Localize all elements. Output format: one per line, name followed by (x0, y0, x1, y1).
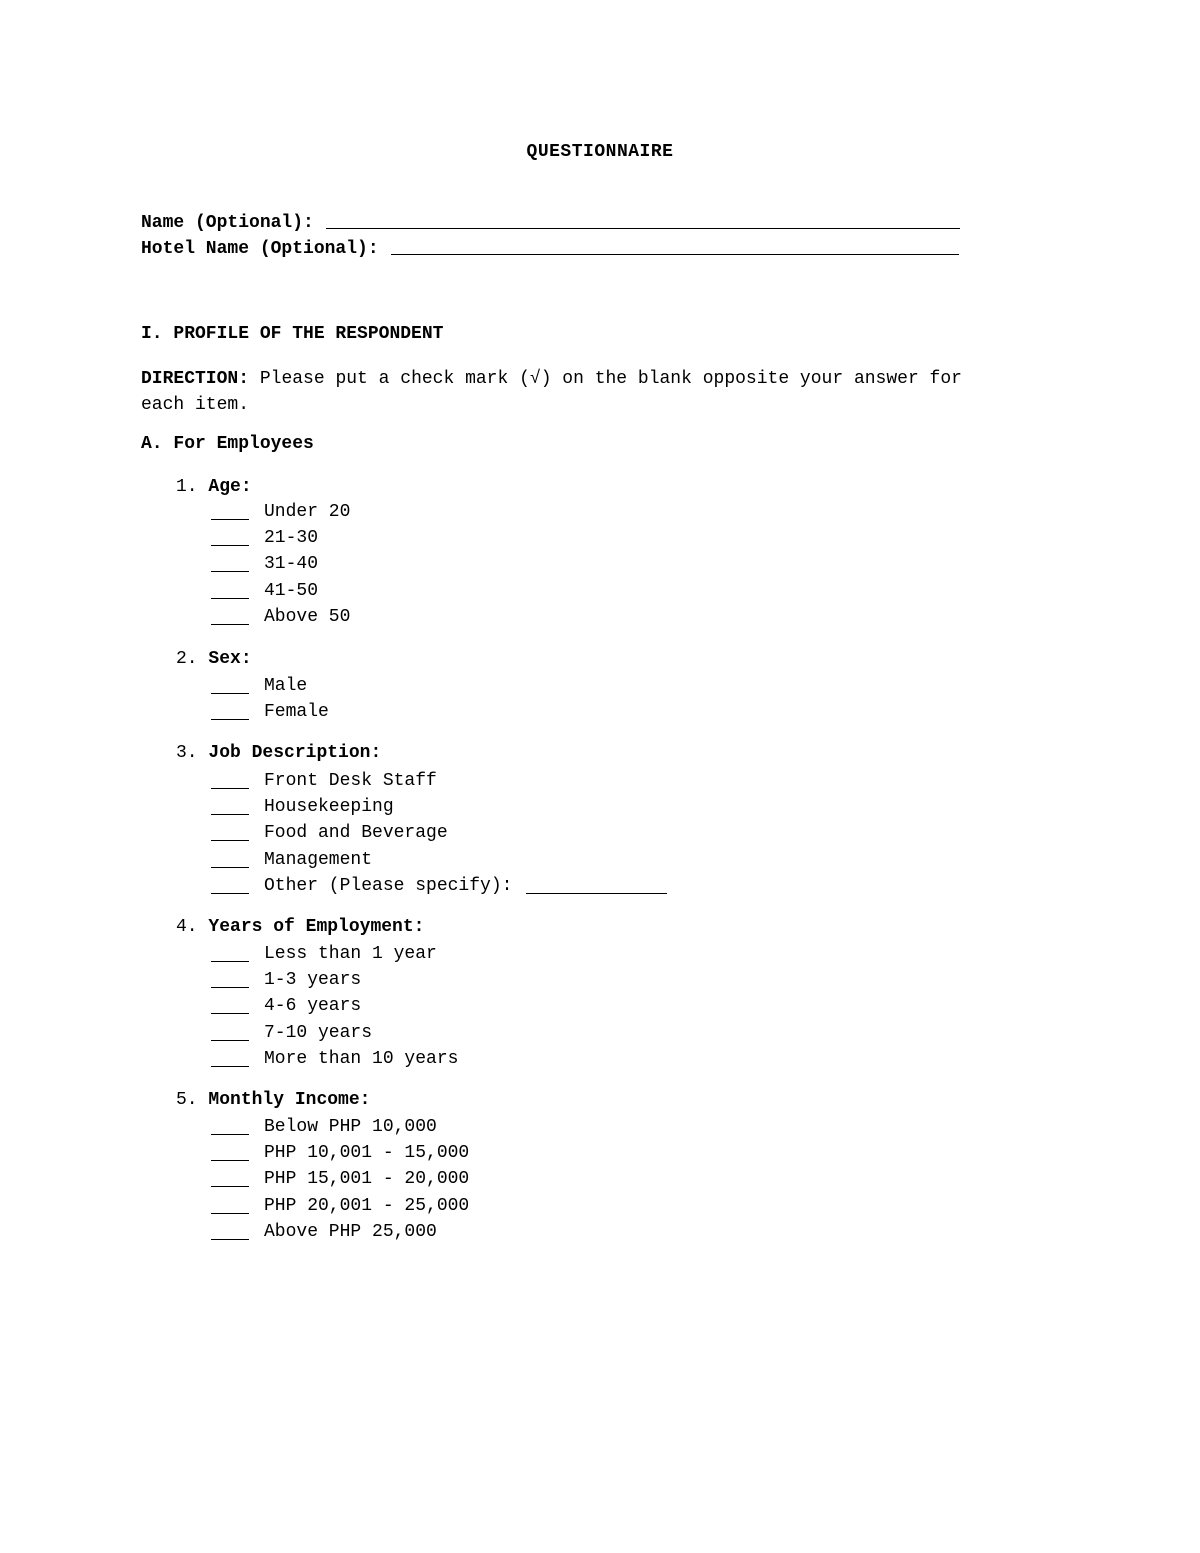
option-row (211, 673, 329, 699)
question-job-description (176, 743, 381, 763)
option-label: 41-50 (264, 580, 319, 601)
sex-options (211, 673, 329, 725)
specify-blank[interactable] (526, 892, 667, 894)
check-blank[interactable] (211, 623, 249, 625)
option-row (211, 578, 350, 604)
direction-body: Please put a check mark (√) on the blank opposite your answer for each item. (141, 369, 962, 415)
check-blank[interactable] (211, 692, 249, 694)
option-row (211, 1140, 469, 1166)
question-number: 1. (176, 477, 198, 497)
question-label: Monthly Income: (208, 1090, 371, 1110)
question-number: 3. (176, 743, 198, 763)
option-row (211, 604, 350, 630)
option-row (211, 499, 350, 525)
question-label: Sex: (208, 649, 252, 669)
option-label: Less than 1 year (264, 944, 437, 964)
check-blank[interactable] (211, 813, 249, 815)
option-row (211, 1020, 458, 1046)
option-label: Housekeeping (264, 797, 394, 818)
option-row (211, 847, 667, 873)
name-field-row (141, 213, 960, 233)
option-row (211, 941, 458, 967)
question-label: Job Description: (208, 743, 382, 763)
question-number: 5. (176, 1090, 198, 1110)
check-blank[interactable] (211, 866, 249, 868)
job-description-options (211, 768, 667, 899)
option-row (211, 873, 667, 899)
option-label: Female (264, 702, 329, 723)
option-row (211, 1166, 469, 1192)
years-of-employment-options (211, 941, 458, 1072)
option-label: Front Desk Staff (264, 771, 437, 791)
option-row (211, 1114, 469, 1140)
check-blank[interactable] (211, 718, 249, 720)
name-field-blank[interactable] (326, 227, 960, 229)
check-blank[interactable] (211, 839, 249, 841)
option-label: Above PHP 25,000 (264, 1221, 437, 1242)
option-row (211, 699, 329, 725)
option-label: Under 20 (264, 502, 351, 522)
check-blank[interactable] (211, 892, 249, 894)
subsection-heading: A. For Employees (141, 434, 314, 454)
check-blank[interactable] (211, 1012, 249, 1014)
section-heading: I. PROFILE OF THE RESPONDENT (141, 324, 444, 344)
check-blank[interactable] (211, 1185, 249, 1187)
direction-label: DIRECTION: (141, 369, 250, 389)
option-label: 1-3 years (264, 970, 362, 991)
option-label: Other (Please specify): (264, 875, 513, 896)
hotel-name-field-label: Hotel Name (Optional): (141, 239, 379, 259)
monthly-income-options (211, 1114, 469, 1245)
question-monthly-income (176, 1090, 370, 1110)
check-blank[interactable] (211, 1065, 249, 1067)
option-row (211, 768, 667, 794)
option-row (211, 993, 458, 1019)
option-label: Male (264, 676, 308, 696)
question-age (176, 477, 252, 497)
option-label: Management (264, 849, 373, 870)
age-options (211, 499, 350, 630)
option-label: 21-30 (264, 528, 319, 549)
check-blank[interactable] (211, 518, 249, 520)
check-blank[interactable] (211, 787, 249, 789)
option-row (211, 967, 458, 993)
option-row (211, 525, 350, 551)
question-number: 4. (176, 917, 198, 937)
option-label: Food and Beverage (264, 823, 448, 844)
option-row (211, 1046, 458, 1072)
option-label: PHP 20,001 - 25,000 (264, 1195, 470, 1216)
question-years-of-employment (176, 917, 424, 937)
option-row (211, 1193, 469, 1219)
check-blank[interactable] (211, 544, 249, 546)
question-label: Age: (208, 477, 252, 497)
option-label: 4-6 years (264, 996, 362, 1017)
option-row (211, 1219, 469, 1245)
check-blank[interactable] (211, 1212, 249, 1214)
option-label: 31-40 (264, 554, 319, 575)
option-label: Below PHP 10,000 (264, 1117, 437, 1137)
check-blank[interactable] (211, 986, 249, 988)
name-field-label: Name (Optional): (141, 213, 314, 233)
question-sex (176, 649, 252, 669)
question-label: Years of Employment: (208, 917, 425, 937)
check-blank[interactable] (211, 960, 249, 962)
check-blank[interactable] (211, 1039, 249, 1041)
question-number: 2. (176, 649, 198, 669)
check-blank[interactable] (211, 570, 249, 572)
check-blank[interactable] (211, 1238, 249, 1240)
option-row (211, 820, 667, 846)
hotel-name-field-row (141, 239, 959, 259)
check-blank[interactable] (211, 1159, 249, 1161)
hotel-name-field-blank[interactable] (391, 253, 959, 255)
check-blank[interactable] (211, 597, 249, 599)
page-title: QUESTIONNAIRE (526, 142, 674, 162)
option-label: PHP 15,001 - 20,000 (264, 1169, 470, 1190)
option-row (211, 794, 667, 820)
check-blank[interactable] (211, 1133, 249, 1135)
direction-text (141, 366, 1011, 418)
option-label: More than 10 years (264, 1048, 459, 1069)
option-label: PHP 10,001 - 15,000 (264, 1143, 470, 1164)
option-row (211, 551, 350, 577)
option-label: 7-10 years (264, 1022, 373, 1043)
option-label: Above 50 (264, 606, 351, 627)
